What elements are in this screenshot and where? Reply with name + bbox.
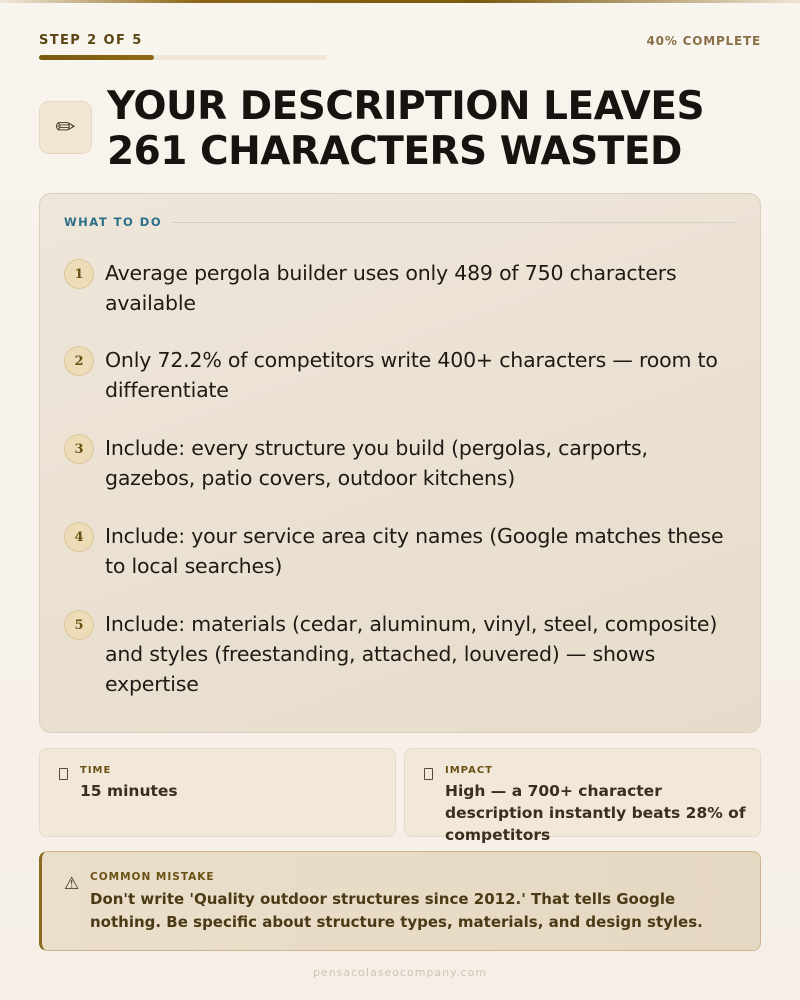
time-card	[39, 748, 396, 837]
impact-label: IMPACT	[445, 765, 493, 776]
step-number: 1	[64, 259, 94, 289]
step-text: Include: materials (cedar, aluminum, vinyl, steel, composite) and styles (freestanding, attached, louvered) — shows expertise	[105, 612, 718, 696]
footer-domain: pensacolaseocompany.com	[312, 966, 488, 979]
percent-complete: 40% COMPLETE	[646, 33, 761, 48]
step-text: Only 72.2% of competitors write 400+ characters — room to differentiate	[105, 348, 718, 402]
step-item	[64, 521, 744, 581]
step-item	[64, 345, 744, 405]
pencil-icon: ✏	[39, 101, 92, 154]
top-accent-rule	[0, 0, 800, 3]
step-item	[64, 433, 744, 493]
time-label: TIME	[80, 765, 112, 776]
chart-icon	[424, 768, 433, 780]
step-number: 3	[64, 434, 94, 464]
step-text: Include: your service area city names (Google matches these to local searches)	[105, 524, 724, 578]
impact-card	[404, 748, 761, 844]
step-text: Average pergola builder uses only 489 of 750 characters available	[105, 261, 677, 315]
step-item	[64, 258, 744, 318]
progress-bar	[39, 55, 327, 60]
impact-value: High — a 700+ character description instantly beats 28% of competitors	[445, 782, 746, 844]
common-mistake-callout	[39, 851, 761, 951]
progress-fill	[39, 55, 154, 60]
card-header	[64, 215, 736, 229]
warning-icon: ⚠	[64, 874, 80, 894]
mistake-text: Don't write 'Quality outdoor structures since 2012.' That tells Google nothing. Be specific about structure types, materials, and design styles.	[90, 890, 703, 931]
page-title: YOUR DESCRIPTION LEAVES 261 CHARACTERS WASTED	[107, 84, 705, 174]
step-number: 5	[64, 610, 94, 640]
card-divider	[172, 222, 736, 223]
progress-header	[39, 33, 761, 48]
step-item	[64, 609, 744, 699]
mistake-label: COMMON MISTAKE	[90, 871, 215, 883]
card-label: WHAT TO DO	[64, 215, 163, 229]
clock-icon	[59, 768, 68, 780]
time-value: 15 minutes	[80, 782, 178, 800]
step-number: 2	[64, 346, 94, 376]
step-text: Include: every structure you build (pergolas, carports, gazebos, patio covers, outdoor kitchens)	[105, 436, 648, 490]
step-number: 4	[64, 522, 94, 552]
what-to-do-card	[39, 193, 761, 733]
step-indicator: STEP 2 OF 5	[39, 33, 143, 48]
